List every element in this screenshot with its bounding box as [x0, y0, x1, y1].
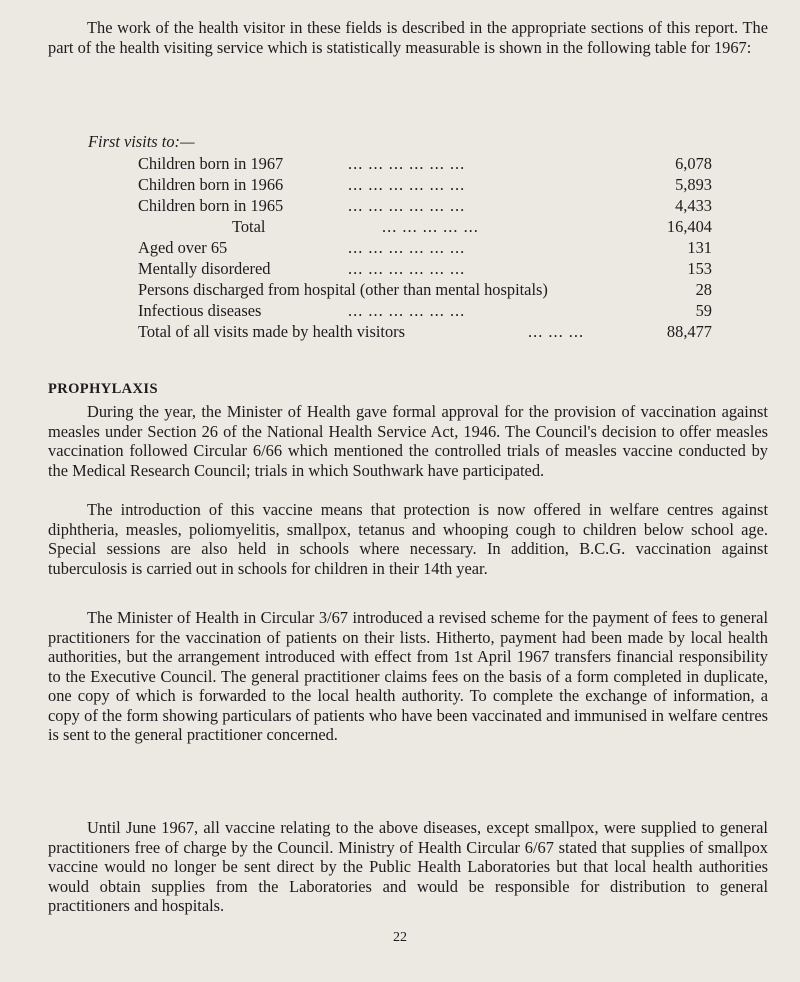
row-leader-dots: ... ... ... ... ... ... — [348, 154, 466, 173]
row-label: Children born in 1967 — [138, 154, 284, 173]
row-label: Infectious diseases — [138, 301, 262, 320]
row-leader-dots: ... ... ... ... ... — [382, 217, 479, 236]
row-value: 16,404 — [666, 217, 712, 236]
row-leader-dots: ... ... ... — [528, 322, 585, 341]
row-leader-dots: ... ... ... ... ... ... — [348, 301, 466, 320]
table-row — [138, 237, 712, 258]
row-value: 88,477 — [666, 322, 712, 341]
row-value: 4,433 — [675, 196, 712, 215]
section-heading: PROPHYLAXIS — [48, 381, 158, 397]
table-row — [138, 279, 712, 300]
body-paragraph: Until June 1967, all vaccine relating to the above diseases, except smallpox, were supplied to general practitioners free of charge by the Council. Ministry of Health Circular 6/67 stated that supplies of smallpox vaccine would no longer be sent direct by the Public Health Laboratories but that local health authorities would obtain supplies from the Laboratories and would be responsible for distribution to general practitioners and hospitals. — [48, 818, 768, 915]
table-row-grand-total — [138, 321, 712, 342]
row-leader-dots: ... ... ... ... ... ... — [348, 175, 466, 194]
table-row — [138, 153, 712, 174]
row-leader-dots: ... ... ... ... ... ... — [348, 196, 466, 215]
row-value: 59 — [695, 301, 712, 320]
row-label: Children born in 1966 — [138, 175, 284, 194]
table-row-total — [138, 216, 712, 237]
table-caption: First visits to:— — [88, 132, 195, 151]
row-label: Total of all visits made by health visitors — [138, 322, 405, 341]
table-row — [138, 300, 712, 321]
body-paragraph: During the year, the Minister of Health gave formal approval for the provision of vaccination against measles under Section 26 of the National Health Service Act, 1946. The Council's decision to offer measles vaccination followed Circular 6/66 which mentioned the controlled trials of measles vaccine conducted by the Medical Research Council; trials in which Southwark have participated. — [48, 402, 768, 480]
body-paragraph: The introduction of this vaccine means that protection is now offered in welfare centres against diphtheria, measles, poliomyelitis, smallpox, tetanus and whooping cough to children below school age. Special sessions are also held in schools where necessary. In addition, B.C.G. vaccination against tuberculosis is carried out in schools for children in their 14th year. — [48, 500, 768, 578]
body-paragraph: The Minister of Health in Circular 3/67 introduced a revised scheme for the payment of fees to general practitioners for the vaccination of patients on their lists. Hitherto, payment had been made by local health authorities, but the arrangement introduced with effect from 1st April 1967 transfers financial responsibility to the Executive Council. The general practitioner claims fees on the basis of a form completed in duplicate, one copy of which is forwarded to the local health authority. To complete the exchange of information, a copy of the form showing particulars of patients who have been vaccinated and immunised in welfare centres is sent to the general practitioner concerned. — [48, 608, 768, 744]
intro-paragraph: The work of the health visitor in these fields is described in the appropriate sections of this report. The part of the health visiting service which is statistically measurable is shown in the following table for 1967: — [48, 18, 768, 57]
row-label: Mentally disordered — [138, 259, 271, 278]
visits-table — [88, 132, 712, 342]
row-label: Persons discharged from hospital (other than mental hospitals) — [138, 280, 548, 299]
table-row — [138, 174, 712, 195]
row-value: 6,078 — [675, 154, 712, 173]
row-leader-dots: ... ... ... ... ... ... — [348, 259, 466, 278]
table-row — [138, 258, 712, 279]
row-leader-dots: ... ... ... ... ... ... — [348, 238, 466, 257]
row-label: Total — [232, 217, 266, 236]
row-value: 28 — [695, 280, 712, 299]
row-value: 131 — [687, 238, 712, 257]
row-value: 5,893 — [675, 175, 712, 194]
row-value: 153 — [687, 259, 712, 278]
table-row — [138, 195, 712, 216]
page-number: 22 — [393, 930, 407, 945]
row-label: Children born in 1965 — [138, 196, 284, 215]
row-label: Aged over 65 — [138, 238, 228, 257]
